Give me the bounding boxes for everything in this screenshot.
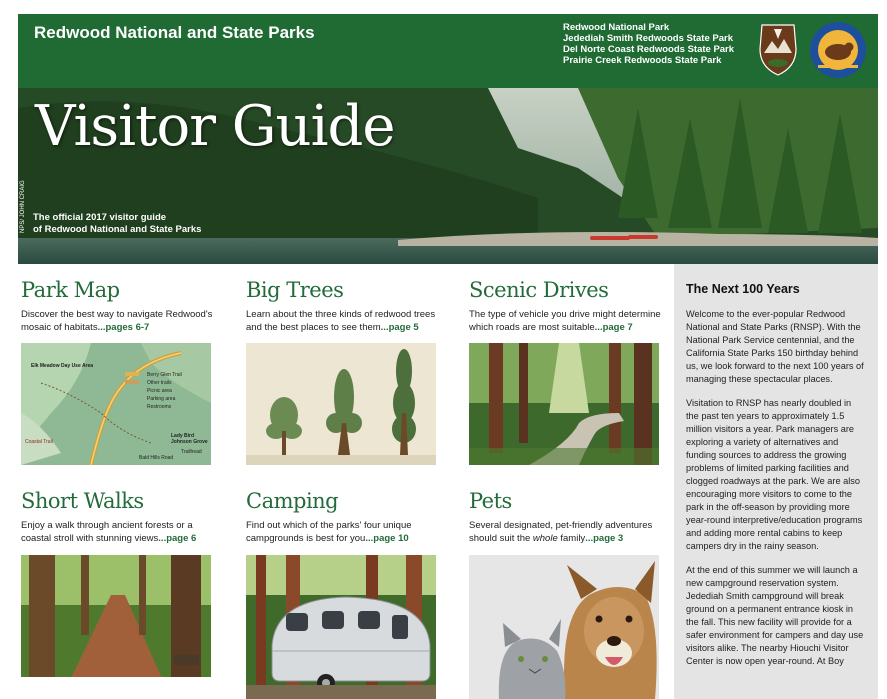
header-title: Redwood National and State Parks [34,23,315,42]
section-title: Pets [469,489,512,513]
section-title: Scenic Drives [469,278,609,302]
park-list [563,22,734,66]
section-camping: Camping Find out which of the parks' four unique campgrounds is best for you...page 10 [246,489,446,545]
map-label: Elk Meadow Day Use Area [31,363,94,369]
park-name: Prairie Creek Redwoods State Park [563,55,722,66]
park-map-thumbnail [21,343,211,465]
map-label: Coastal Trail [25,439,53,445]
hero-subtitle: The official 2017 visitor guide of Redwood National and State Parks [33,212,202,235]
sidebar-paragraph: Welcome to the ever-popular Redwood National and State Parks (RNSP). With the National Park Service centennial, and the California State Parks 150 birthday behind us, we look forward to the next 100 years of managing these spectacular places. [686,309,864,384]
map-label: Bald Hills Road [139,455,174,461]
map-legend: Berry Glen Trail Other trails Picnic area Parking area Restrooms [147,372,182,410]
hero-banner [18,88,878,264]
page-link[interactable]: ...page 7 [594,322,633,333]
section-title: Short Walks [21,489,144,513]
section-title: Camping [246,489,339,513]
sidebar-paragraph: Visitation to RNSP has nearly doubled in the past ten years to approximately 1.5 million visitors a year. Park managers are exploring a variety of alternatives and funding sources to address the growing problems of limited parking facilities and clogged roadways at the park. We are also encouraging more visitors to come to the park in the off-season by providing more year-round interpretive/education programs and adding more rental cabins to keep campers dry in the rainy season. [686,398,863,551]
map-label: Lady Bird Johnson Grove [171,433,208,445]
map-label: Trailhead [181,449,202,455]
california-state-parks-bear-icon [809,21,867,79]
scenic-drives-photo [469,343,659,465]
page-link[interactable]: ...pages 6-7 [97,322,150,333]
page-link[interactable]: ...page 3 [585,533,624,544]
photo-credit: NPS/ JOHN CRAIG [20,180,26,233]
short-walks-photo [21,555,211,677]
section-big-trees: Big Trees Learn about the three kinds of redwood trees and the best places to see them...page 5 [246,278,446,334]
sidebar-title: The Next 100 Years [686,282,800,296]
page-link[interactable]: ...page 5 [380,322,419,333]
section-park-map: Park Map Discover the best way to navigate Redwood's mosaic of habitats...pages 6-7 [21,278,221,334]
park-name: Jedediah Smith Redwoods State Park [563,33,733,44]
section-title: Big Trees [246,278,344,302]
park-name: Redwood National Park [563,22,670,33]
section-pets: Pets Several designated, pet-friendly adventures should suit the whole family...page 3 [469,489,669,545]
park-name: Del Norte Coast Redwoods State Park [563,44,735,55]
sidebar-next-100-years [674,264,878,699]
section-title: Park Map [21,278,120,302]
header-bar [18,14,878,88]
nps-arrowhead-icon [758,23,798,77]
sidebar-paragraph: At the end of this summer we will launch a new campground reservation system. Jedediah Smith campground will break ground on a permanent entrance kiosk in the fall. This new facility will provide for a safer environment for campers and day use visitors alike. The nearby Hiouchi Visitor Center is now open year-round. At Boy [686,565,864,666]
section-scenic-drives: Scenic Drives The type of vehicle you drive might determine which roads are most suitable...page 7 [469,278,669,334]
pets-photo [469,555,659,699]
page-link[interactable]: ...page 6 [158,533,197,544]
page-link[interactable]: ...page 10 [365,533,409,544]
big-trees-illustration [246,343,436,465]
camping-photo [246,555,436,699]
page-title: Visitor Guide [35,94,395,159]
section-short-walks: Short Walks Enjoy a walk through ancient forests or a coastal stroll with stunning views...page 6 [21,489,221,545]
